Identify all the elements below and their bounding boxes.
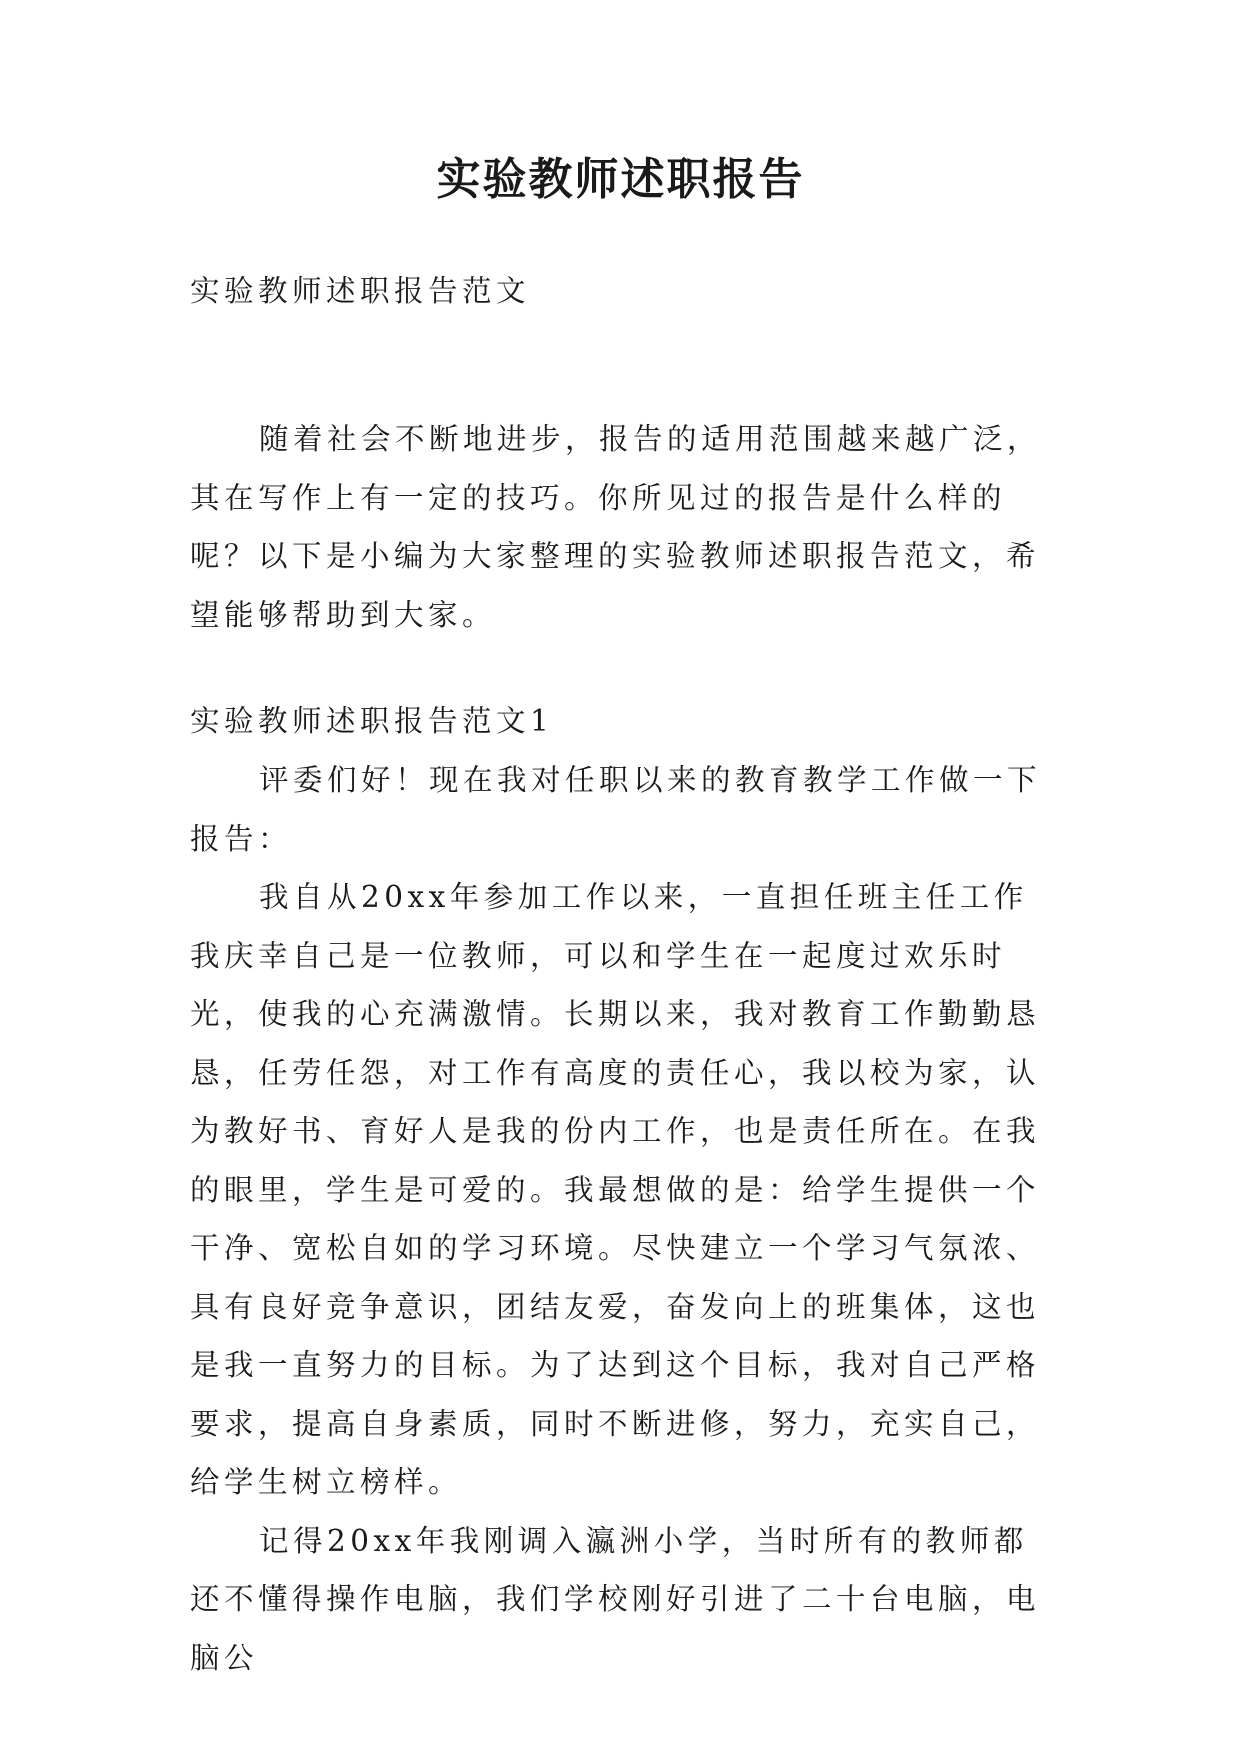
body-paragraph-greeting: 评委们好！现在我对任职以来的教育教学工作做一下报告： — [190, 763, 1042, 856]
document-subtitle: 实验教师述职报告范文 — [190, 274, 531, 308]
section-heading: 实验教师述职报告范文1 — [190, 704, 554, 738]
intro-paragraph: 随着社会不断地进步，报告的适用范围越来越广泛，其在写作上有一定的技巧。你所见过的报告是什么样的呢？以下是小编为大家整理的实验教师述职报告范文，希望能够帮助到大家。 — [190, 422, 1042, 632]
document-title: 实验教师述职报告 — [436, 154, 805, 205]
body-paragraphs — [190, 751, 1052, 1687]
body-paragraph-career: 我自从20xx年参加工作以来，一直担任班主任工作我庆幸自己是一位教师，可以和学生在一起度过欢乐时光，使我的心充满激情。长期以来，我对教育工作勤勤恳恳，任劳任怨，对工作有高度的责任心，我以校为家，认为教好书、育好人是我的份内工作，也是责任所在。在我的眼里，学生是可爱的。我最想做的是：给学生提供一个干净、宽松自如的学习环境。尽快建立一个学习气氛浓、具有良好竞争意识，团结友爱，奋发向上的班集体，这也是我一直努力的目标。为了达到这个目标，我对自己严格要求，提高自身素质，同时不断进修，努力，充实自己，给学生树立榜样。 — [190, 880, 1041, 1499]
body-paragraph-memory: 记得20xx年我刚调入瀛洲小学，当时所有的教师都还不懂得操作电脑，我们学校刚好引进了二十台电脑，电脑公 — [190, 1523, 1041, 1675]
